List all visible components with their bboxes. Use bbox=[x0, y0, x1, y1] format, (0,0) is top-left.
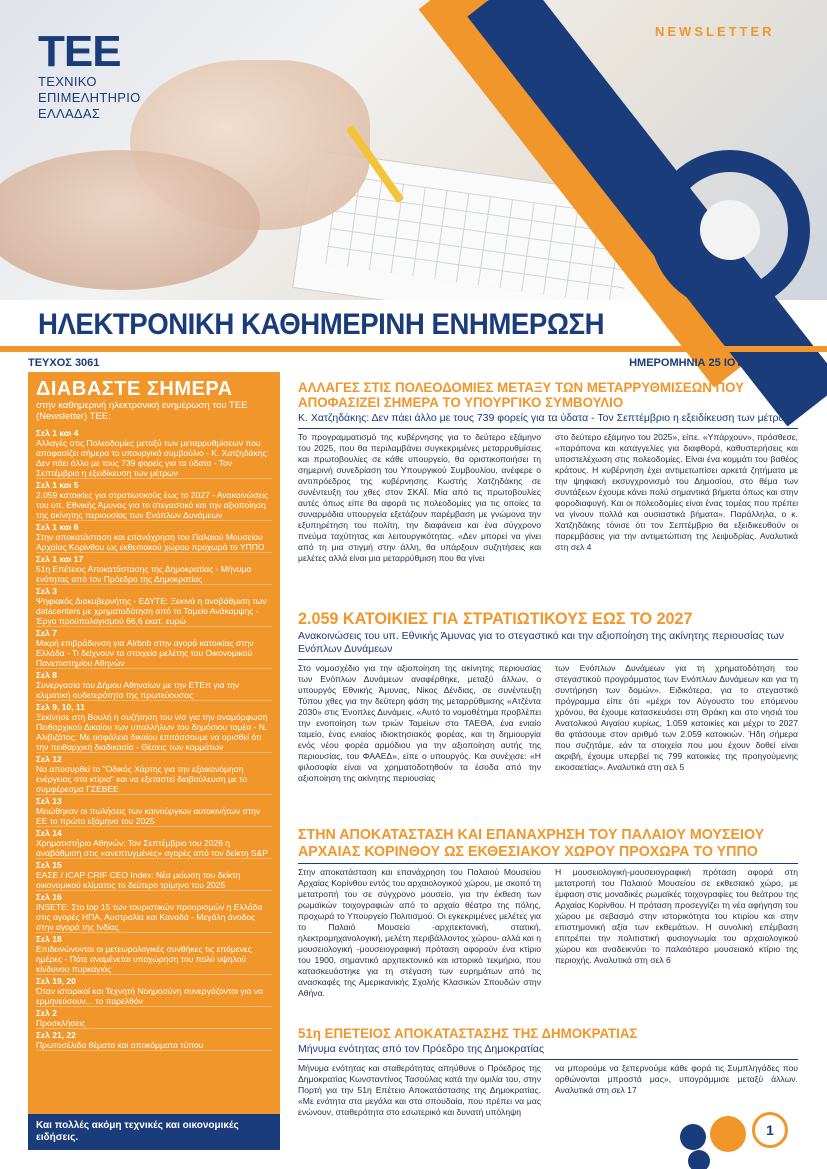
gear-icon bbox=[688, 1150, 710, 1169]
page-number: 1 bbox=[752, 1112, 788, 1148]
contents-page-ref: Σελ 19, 20 bbox=[36, 976, 76, 986]
article-3[interactable] bbox=[298, 826, 798, 999]
hand-shape bbox=[0, 150, 260, 290]
contents-page-ref: Σελ 15 bbox=[36, 860, 62, 870]
sidebar-title: ΔΙΑΒΑΣΤΕ ΣΗΜΕΡΑ bbox=[36, 378, 233, 400]
divider bbox=[298, 1059, 798, 1060]
article-text: Το προγραμματισμό της κυβέρνησης για το δεύτερο εξάμηνο του 2025, που θα περιλαμβάνει συγκεκριμένες μεταρρυθμίσεις και πρωτοβουλίες σε κάθε υπουργείο, θα οριστικοποιήσει τη σημερινή συνεδρίαση του Υπουργικού Συμβουλίου, ανέφερε ο αντιπρόεδρος της κυβέρνησης Κωστής Χατζηδάκης σε συνέντευξη του χθες στον ΣΚΑΪ. Μία από τις πρωτοβουλίες αυτές όπως είπε θα αφορά τις πολεοδομίες για τις οποίες τα συναρμόδια υπουργεία εξετάζουν παρέμβαση με γνώμονα την εξυπηρέτηση του πολίτη, την διαφάνεια και ένα σύγχρονο πνεύμα ταχύτητας και λειτουργικότητας. «Δεν μπορεί να γίνει από τη μια στιγμή στην άλλη, θα υπάρξουν συζητήσεις και μελέτες αλλά είναι μια μεταρρύθμιση που θα γίνει bbox=[298, 432, 541, 563]
article-4[interactable] bbox=[298, 1026, 798, 1118]
contents-sidebar bbox=[28, 372, 280, 1150]
contents-page-ref: Σελ 14 bbox=[36, 828, 62, 838]
contents-item[interactable]: Ξεκίνησε στη Βουλή η συζήτηση του ν/σ για την αναμόρφωση Πειθαρχικού Δικαίου των υπαλλήλων του δημόσιου τομέα - Ν. Αλιβιζάτος: Με ασφάλεια δικαίου επιτάσσουμε να ορισθεί ότι την πειθαρχική διαδικασία - Θέσεις των κομμάτων bbox=[36, 712, 272, 753]
article-text: στο δεύτερο εξάμηνο του 2025», είπε. «Υπάρχουν», πρόσθεσε, «παράπονα και καταγγελίες για διαφθορά, καθυστερήσεις και υποστελέχωση στις πολεοδομίες. Είναι ένα κομμάτι του βαθέος κράτους. Η κυβέρνηση έχει αντιμετωπίσει αρκετά ζητήματα με την ψηφιακή εκσυγχρονισμό του Δημοσίου, στο θέμα των συντάξεων έχουμε κάνει πολύ σημαντικά βήματα όπως και στην φοροδιαφυγή. Και οι πολεοδομίες είναι ένας τομέας που πρέπει να γίνουν πολλά και ουσιαστικά βήματα». Παράλληλα, ο κ. Χατζηδάκης τόνισε ότι τον Σεπτέμβριο θα εξειδικευθούν οι παρεμβάσεις για την αντιμετώπιση της λειψυδρίας. Αναλυτικά στη σελ 4 bbox=[555, 432, 798, 552]
contents-page-ref: Σελ 9, 10, 11 bbox=[36, 702, 85, 712]
article-lead: Μήνυμα ενότητας από τον Πρόεδρο της Δημοκρατίας bbox=[298, 1043, 545, 1055]
contents-item[interactable]: Μειώθηκαν οι πωλήσεις των καινούργιων αυτοκινήτων στην ΕΕ το πρώτο εξάμηνο του 2025 bbox=[36, 806, 272, 827]
divider bbox=[298, 659, 798, 660]
contents-page-ref: Σελ 16 bbox=[36, 892, 62, 902]
article-title[interactable]: 2.059 ΚΑΤΟΙΚΙΕΣ ΓΙΑ ΣΤΡΑΤΙΩΤΙΚΟΥΣ ΕΩΣ ΤΟ 2027 bbox=[298, 609, 693, 628]
contents-item[interactable]: Επιδεινώνονται οι μετεωρολογικές συνθήκες τις επόμενες ημέρες - Πότε αναμένεται υποχώρηση του πολύ υψηλού κίνδυνου πυρκαγιάς bbox=[36, 944, 272, 975]
article-title[interactable]: 51η ΕΠΕΤΕΙΟΣ ΑΠΟΚΑΤΑΣΤΑΣΗΣ ΤΗΣ ΔΗΜΟΚΡΑΤΙΑΣ bbox=[298, 1025, 638, 1041]
article-lead: Κ. Χατζηδάκης: Δεν πάει άλλο με τους 739 φορείς για τα ύδατα - Τον Σεπτέμβριο η εξειδίκευση των μέτρων bbox=[298, 412, 792, 424]
contents-item[interactable]: Προσκλήσεις bbox=[36, 1018, 272, 1029]
contents-page-ref: Σελ 3 bbox=[36, 586, 57, 596]
issue-date: ΗΜΕΡΟΜΗΝΙΑ 25 ΙΟΥΛΙΟΥ 2025 bbox=[629, 357, 795, 369]
contents-page-ref: Σελ 7 bbox=[36, 628, 57, 638]
article-title[interactable]: ΑΛΛΑΓΕΣ ΣΤΙΣ ΠΟΛΕΟΔΟΜΙΕΣ ΜΕΤΑΞΥ ΤΩΝ ΜΕΤΑΡΡΥΘΜΙΣΕΩΝ ΠΟΥ ΑΠΟΦΑΣΙΖΕΙ ΣΗΜΕΡΑ ΤΟ ΥΠΟΥΡΓΙΚΟ ΣΥΜΒΟΥΛΙΟ bbox=[298, 379, 745, 410]
contents-item[interactable]: Στην αποκατάσταση και επανάχρηση του Παλαιού Μουσείου Αρχαίας Κορίνθου ως εκθεσιακού χώρου προχωρά το ΥΠΠΟ bbox=[36, 532, 272, 553]
footer-gears bbox=[640, 1110, 827, 1169]
divider bbox=[298, 428, 798, 429]
contents-item[interactable]: Πρωτοσέλιδα θέματα και αποκόμματα τύπου bbox=[36, 1040, 272, 1051]
contents-item[interactable]: ΕΑΣΕ / ICAP CRIF CEO Index: Νέα μείωση του δείκτη οικονομικού κλίματος το δεύτερο τρίμηνο του 2025 bbox=[36, 870, 272, 891]
contents-item[interactable]: Χρηματιστήριο Αθηνών: Τον Σεπτέμβριο του 2026 η αναβάθμιση στις «ανεπτυγμένες» αγορές από τον δείκτη S&P bbox=[36, 838, 272, 859]
contents-page-ref: Σελ 12 bbox=[36, 754, 62, 764]
article-text: Η μουσειολογική-μουσειογραφική πρόταση αφορά στη μετατροπή του Παλαιού Μουσείου σε εκθεσιακό χώρο, με έμφαση στις μοναδικές ρωμαϊκές τοιχογραφίες του θεάτρου της Αρχαίας Κορίνθου. Η πρόταση προσεγγίζει τη νέα αφήγηση του χώρου με σεβασμό στην ιστορικότητα του κτιρίου και στην επιστημονική αξία των εκθεμάτων. Η συνολική επέμβαση επιτρέπει την πολιτιστική φυσιογνωμία του αρχαιολογικού χώρου και αναδεικνύει το παλαιότερο μουσειακό κτίριο της περιοχής. Αναλυτικά στη σελ 6 bbox=[555, 867, 798, 965]
gear-icon bbox=[680, 1124, 706, 1150]
article-text: να μπορούμε να ξεπερνούμε κάθε φορά τις Συμπληγάδες που ορθώνονται μπροστά μας», υπογράμμισε μεταξύ άλλων. Αναλυτικά στη σελ 17 bbox=[555, 1063, 798, 1095]
contents-page-ref: Σελ 1 και 5 bbox=[36, 480, 79, 490]
tee-logo bbox=[38, 27, 178, 122]
article-text: Μήνυμα ενότητας και σταθερότητας απηύθυνε ο Πρόεδρος της Δημοκρατίας Κωνσταντίνος Τασούλας κατά την ομιλία του, στην Πορτή για την 51η Επέτειο Αποκατάστασης της Δημοκρατίας. «Με ενότητα στα μεγάλα και στα σπουδαία, που πρέπει να μας ενώνουν, σταθερότητα στο εσωτερικό και δυνατή υπόληψη bbox=[298, 1063, 541, 1117]
article-text: Στο νομοσχέδιο για την αξιοποίηση της ακίνητης περιουσίας των Ενόπλων Δυνάμεων αναφέρθηκε, μεταξύ άλλων, ο υπουργός Εθνικής Άμυνας, Νίκος Δένδιας, σε συνέντευξη Τύπου χθες για την δεύτερη φάση της μεταρρύθμισης «Ατζέντα 2030» στις Ένοπλες Δυνάμεις. «Αυτό το νομοθέτημα προβλέπει την ενοποίηση των τριών Ταμείων στο ΤΑΕΘΑ, ένα ενιαίο ταμείο, ένας ενιαίος ιδιοκτησιακός φορέας, και τη δημιουργία ενός νέου φορέα αρμόδιου για την αξιοποίηση αυτής της περιουσίας, του ΦΑΑΕΔ», είπε ο υπουργός. Και συνέχισε: «Η φιλοσοφία είναι να χρηματοδοτηθούν τα έσοδα από την αξιοποίηση της ακίνητης περιουσίας bbox=[298, 663, 541, 783]
contents-page-ref: Σελ 8 bbox=[36, 670, 57, 680]
page-title: ΗΛΕΚΤΡΟΝΙΚΗ ΚΑΘΗΜΕΡΙΝΗ ΕΝΗΜΕΡΩΣΗ bbox=[38, 308, 605, 341]
newsletter-label: NEWSLETTER bbox=[655, 24, 775, 39]
contents-page-ref: Σελ 2 bbox=[36, 1008, 57, 1018]
article-text: των Ενόπλων Δυνάμεων για τη χρηματοδότηση του στεγαστικού προγράμματος των Ενόπλων Δυνάμεων και για τη συντήρηση των δομών». Ειδικότερα, για το στεγαστικό πρόγραμμα είπε ότι «μέχρι τον Αύγουστο του επόμενου χρόνου, θα έχουμε κατασκευάσει στη Θράκη και στο νησιά του Ανατολικού Αιγαίου κυρίως, 1.059 κατοικίες και μέχρι το 2027 θα φτάσουμε στον αριθμό των 2.059 κατοικιών. Ήδη σήμερα που συζητάμε, εάν τα στοιχεία που μου έχουν δοθεί είναι ακριβή, έχουμε υπερβεί τις 799 κατοικίες της προηγούμενης εικοσαετίας». Αναλυτικά στη σελ 5 bbox=[555, 663, 798, 772]
logo-line: ΕΠΙΜΕΛΗΤΗΡΙΟ bbox=[38, 90, 141, 105]
contents-item[interactable]: Να αποσυρθεί το "Οδικός Χάρτης για την εξοικονόμηση ενέργειας στα κτίρια" και να εξεταστεί διαβούλευση με το συμφέρεσμα ΓΣΕΒΕΕ bbox=[36, 764, 272, 795]
contents-page-ref: Σελ 13 bbox=[36, 796, 62, 806]
article-1[interactable] bbox=[298, 380, 798, 564]
gear-icon bbox=[710, 1116, 746, 1152]
contents-page-ref: Σελ 1 και 4 bbox=[36, 428, 79, 438]
contents-item[interactable]: Ψηφιακός Διακυβερνήτης - ΕΔΥΤΕ: Ξεκινά η αναβάθμιση των datacenters με χρηματοδότηση από το Ταμείο Ανάκαμψης - Έργο προϋπολογισμού 66,6 εκατ. ευρώ bbox=[36, 596, 272, 627]
contents-item[interactable]: 2.059 κατοικίες για στρατιωτικούς έως το 2027 - Ανακοινώσεις του υπ. Εθνικής Άμυνας για το στεγαστικό και την αξιοποίηση της ακίνητης περιουσίας των Ενόπλων Δυνάμεων bbox=[36, 490, 272, 521]
contents-item[interactable]: Μικρή επιβράδυνση για Airbnb στην αγορά κατοικίας στην Ελλάδα - Τι δείχνουν τα στοιχεία μελέτης του Οικονομικού Πανεπιστημίου Αθηνών bbox=[36, 638, 272, 669]
contents-item[interactable]: INSETE: Στο top 15 των τουριστικών προορισμών η Ελλάδα στις αγορές ΗΠΑ, Αυστραλία και Καναδά - Μεγάλη άνοδος στην αγορά της Ινδίας bbox=[36, 902, 272, 933]
article-text: Στην αποκατάσταση και επανάχρηση του Παλαιού Μουσείου Αρχαίας Κορίνθου εντός του αρχαιολογικού χώρου, με σκοπό τη μετατροπή του σε σύγχρονο μουσείο, για την έκθεση των ρωμαϊκών τοιχογραφιών από το αρχαίο θέατρο της πόλης, προχωρά το Υπουργείο Πολιτισμού. Οι εγκεκριμένες μελέτες για το Παλαιό Μουσείο -αρχιτεκτονική, στατική, ηλεκτρομηχανολογική, μελέτη περιβάλλοντος χώρου- αλλά και η μουσειολογική -μουσειογραφική πρόταση αφορούν ένα κτίριο του 1900, σημαντικό αρχιτεκτονικό και ιστορικό τεκμήριο, που κατασκευάστηκε για τη στέγαση των ευρημάτων από τις ανασκαφές της Αμερικανικής Σχολής Κλασικών Σπουδών στην Αθήνα. bbox=[298, 867, 541, 998]
logo-line: ΤΕΧΝΙΚΟ bbox=[38, 74, 97, 89]
divider bbox=[298, 863, 798, 864]
title-divider bbox=[0, 346, 827, 352]
logo-mark: TEE bbox=[38, 27, 121, 76]
logo-line: ΕΛΛΑΔΑΣ bbox=[38, 106, 101, 121]
contents-page-ref: Σελ 21, 22 bbox=[36, 1030, 76, 1040]
contents-list bbox=[36, 428, 272, 1051]
contents-page-ref: Σελ 1 και 6 bbox=[36, 522, 79, 532]
contents-page-ref: Σελ 1 και 17 bbox=[36, 554, 84, 564]
contents-item[interactable]: 51η Επέτειος Αποκατάστασης της Δημοκρατίας - Μήνυμα ενότητας από τον Πρόεδρο της Δημοκρατίας bbox=[36, 564, 272, 585]
sidebar-footer: Και πολλές ακόμη τεχνικές και οικονομικές ειδήσεις. bbox=[28, 1114, 280, 1150]
article-title[interactable]: ΣΤΗΝ ΑΠΟΚΑΤΑΣΤΑΣΗ ΚΑΙ ΕΠΑΝΑΧΡΗΣΗ ΤΟΥ ΠΑΛΑΙΟΥ ΜΟΥΣΕΙΟΥ ΑΡΧΑΙΑΣ ΚΟΡΙΝΘΟΥ ΩΣ ΕΚΘΕΣΙΑΚΟΥ ΧΩΡΟΥ ΠΡΟΧΩΡΑ ΤΟ ΥΠΠΟ bbox=[298, 826, 765, 860]
article-2[interactable] bbox=[298, 610, 798, 784]
gear-center bbox=[700, 200, 760, 260]
article-lead: Ανακοινώσεις του υπ. Εθνικής Άμυνας για το στεγαστικό και την αξιοποίηση της ακίνητης περιουσίας των Ενόπλων Δυνάμεων bbox=[298, 630, 785, 655]
sidebar-subtitle: στην καθημερινή ηλεκτρονική ενημέρωση του ΤΕΕ (Newsletter) ΤΕΕ: bbox=[36, 400, 248, 422]
contents-item[interactable]: Συνεργασία του Δήμου Αθηναίων με την ΕΤΕπ για την κλιματική ουδετερότητα της πρωτεύουσας bbox=[36, 680, 272, 701]
contents-item[interactable]: Αλλαγές στις Πολεοδομίες μεταξύ των μεταρρυθμίσεων που αποφασίζει σήμερα το υπουργικό συμβούλιο - Κ. Χατζηδάκης: Δεν πάει άλλο με τους 739 φορείς για τα ύδατα - Τον Σεπτέμβριο η εξειδίκευση των μέτρων bbox=[36, 438, 272, 479]
contents-page-ref: Σελ 18 bbox=[36, 934, 62, 944]
issue-number: ΤΕΥΧΟΣ 3061 bbox=[28, 357, 100, 369]
contents-item[interactable]: Όταν ιστορικοί και Τεχνητή Νοημοσύνη συνεργάζονται για να ερμηνεύσουν... το παρελθόν bbox=[36, 986, 272, 1007]
